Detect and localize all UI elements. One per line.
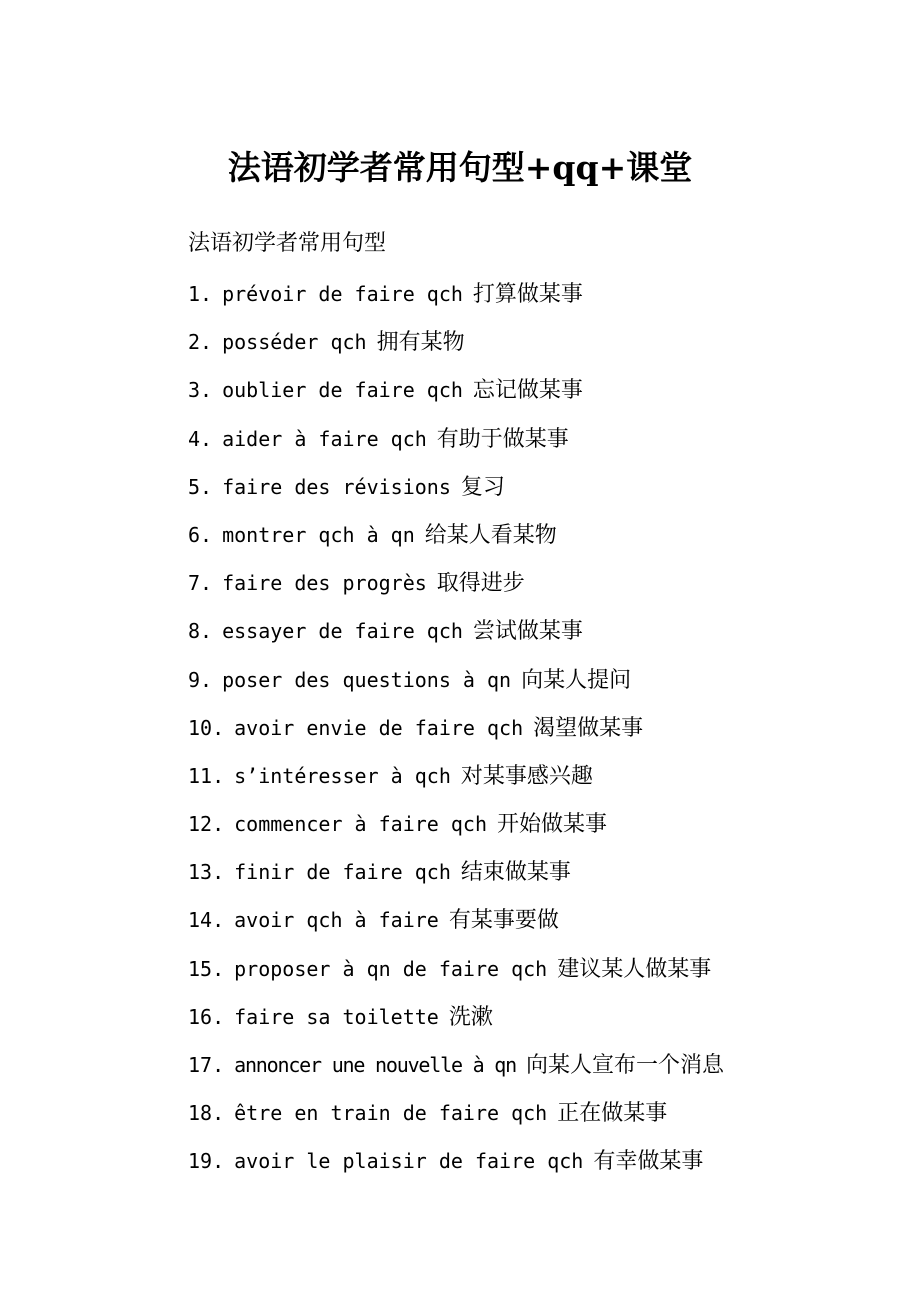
phrase-list [188,278,908,1194]
phrase-item [188,953,908,1001]
phrase-french: aider à faire qch [222,426,427,451]
phrase-number: 5. [188,474,213,499]
phrase-number: 14. [188,908,225,933]
phrase-item [188,567,908,615]
phrase-chinese: 建议某人做某事 [557,956,712,982]
phrase-chinese: 打算做某事 [472,282,583,307]
phrase-item [188,471,908,519]
phrase-chinese: 复习 [460,474,505,500]
phrase-number: 9. [188,667,213,692]
phrase-chinese: 有某事要做 [448,908,559,934]
phrase-chinese: 向某人宣布一个消息 [526,1053,725,1078]
phrase-french: prévoir de faire qch [222,282,463,306]
phrase-french: proposer à qn de faire qch [234,956,548,981]
phrase-chinese: 渴望做某事 [533,715,644,741]
phrase-number: 1. [188,282,213,306]
phrase-french: avoir le plaisir de faire qch [234,1149,584,1174]
phrase-french: avoir qch à faire [234,908,439,933]
phrase-number: 10. [188,715,225,740]
phrase-chinese: 拥有某物 [376,330,465,356]
phrase-chinese: 有助于做某事 [436,426,569,452]
phrase-french: montrer qch à qn [222,522,415,547]
phrase-chinese: 结束做某事 [460,860,571,886]
phrase-chinese: 洗漱 [448,1004,493,1030]
phrase-french: commencer à faire qch [234,812,487,837]
phrase-number: 12. [188,812,225,837]
phrase-number: 8. [188,619,213,644]
phrase-chinese: 给某人看某物 [424,522,557,548]
phrase-chinese: 取得进步 [436,571,525,597]
phrase-item [188,519,908,567]
phrase-chinese: 有幸做某事 [593,1149,704,1175]
phrase-item [188,278,908,326]
phrase-chinese: 忘记做某事 [472,378,583,404]
phrase-number: 18. [188,1101,225,1126]
phrase-item [188,326,908,374]
phrase-item [188,808,908,856]
phrase-item [188,760,908,808]
phrase-french: faire des progrès [222,571,427,596]
phrase-number: 16. [188,1004,225,1029]
phrase-french: oublier de faire qch [222,378,463,403]
document-title: 法语初学者常用句型+qq+课堂 [227,148,693,187]
phrase-french: finir de faire qch [234,860,451,885]
phrase-french: s’intéresser à qch [234,763,451,788]
phrase-item [188,904,908,952]
phrase-number: 7. [188,571,213,596]
phrase-number: 17. [188,1053,225,1077]
phrase-item [188,712,908,760]
phrase-french: posséder qch [222,330,367,355]
phrase-number: 2. [188,330,213,355]
phrase-number: 4. [188,426,213,451]
phrase-item [188,1097,908,1145]
phrase-item [188,615,908,663]
document-subtitle: 法语初学者常用句型 [188,231,387,256]
phrase-item [188,856,908,904]
phrase-french: avoir envie de faire qch [234,715,524,740]
phrase-item [188,1049,908,1097]
phrase-number: 19. [188,1149,225,1174]
phrase-french: annoncer une nouvelle à qn [234,1053,516,1077]
phrase-chinese: 尝试做某事 [472,619,583,645]
phrase-item [188,1145,908,1193]
phrase-french: faire sa toilette [234,1004,439,1029]
phrase-item [188,423,908,471]
phrase-chinese: 正在做某事 [557,1101,668,1127]
phrase-chinese: 对某事感兴趣 [460,763,593,789]
phrase-number: 13. [188,860,225,885]
phrase-number: 6. [188,522,213,547]
phrase-item [188,664,908,712]
phrase-number: 15. [188,956,225,981]
phrase-chinese: 向某人提问 [521,667,632,693]
phrase-french: essayer de faire qch [222,619,463,644]
phrase-item [188,374,908,422]
phrase-number: 11. [188,763,225,788]
phrase-item [188,1001,908,1049]
phrase-number: 3. [188,378,213,403]
phrase-french: être en train de faire qch [234,1101,548,1126]
phrase-french: poser des questions à qn [222,667,512,692]
phrase-chinese: 开始做某事 [497,812,608,838]
phrase-french: faire des révisions [222,474,451,499]
